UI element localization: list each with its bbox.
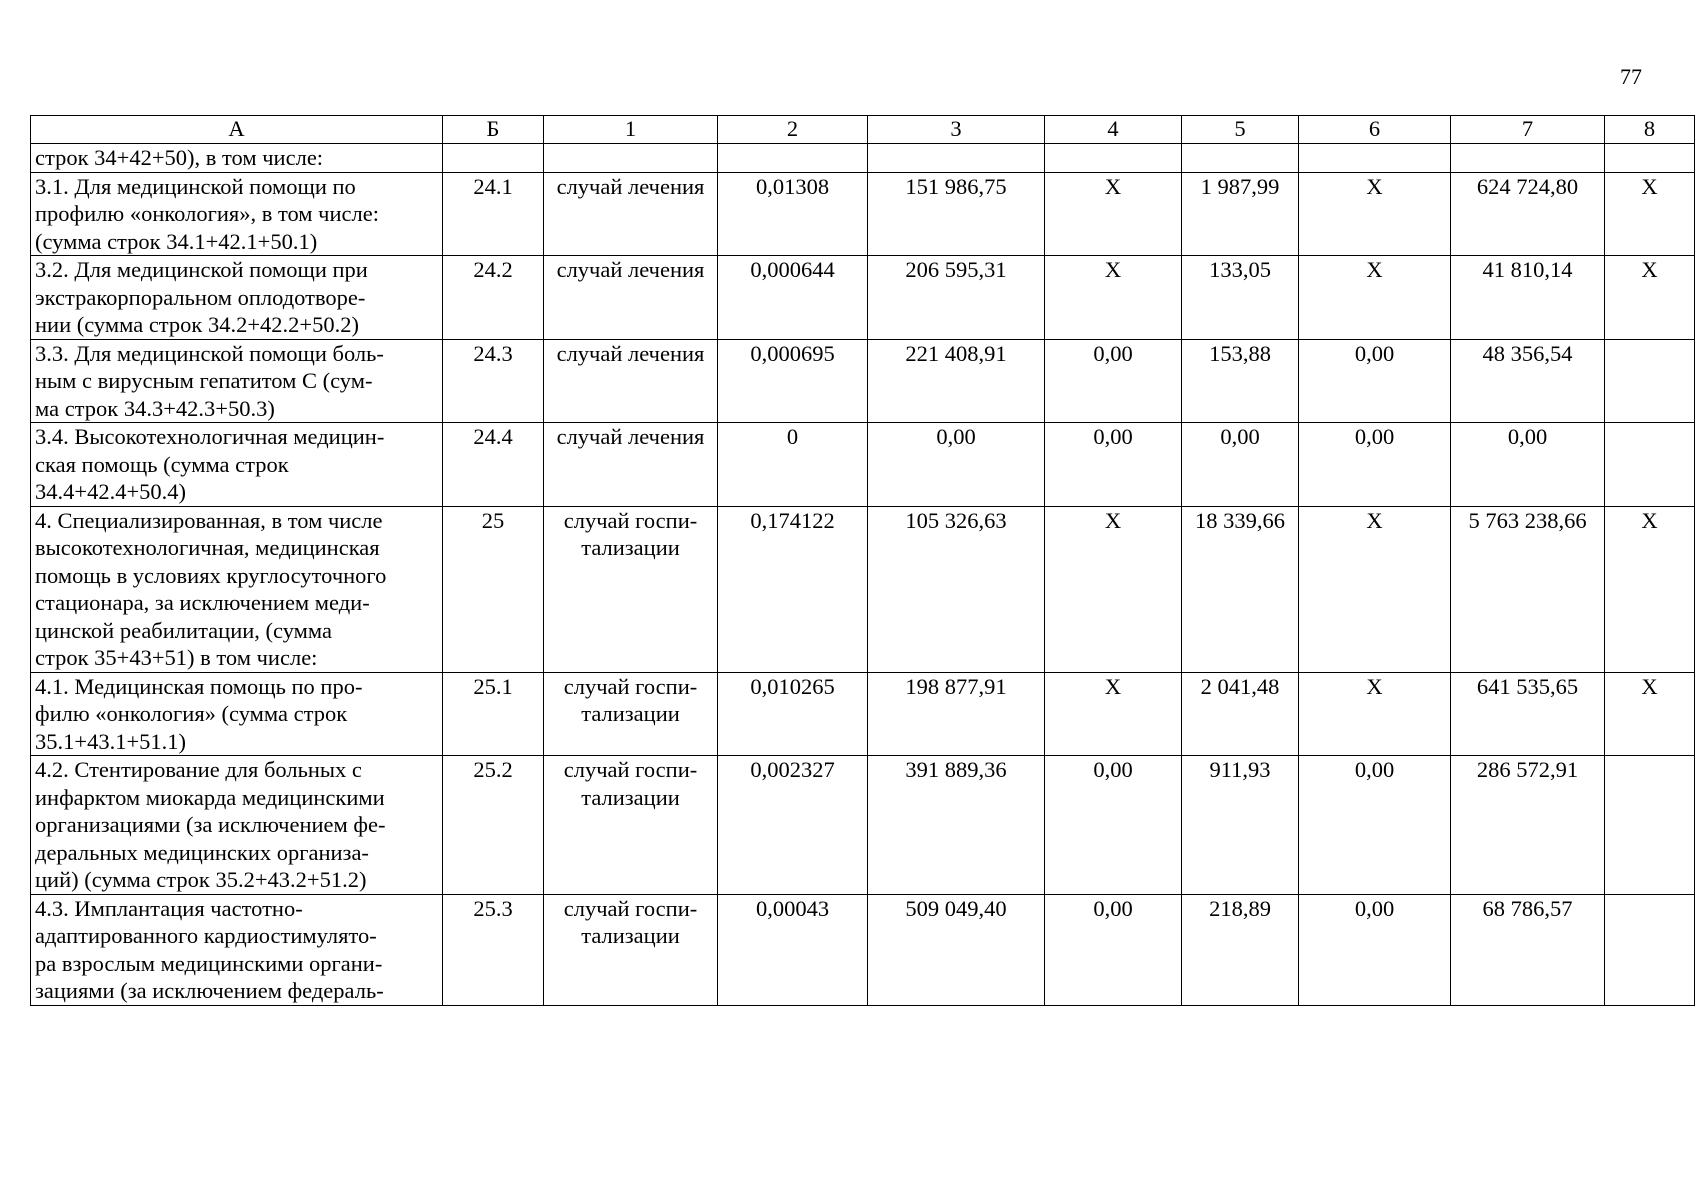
row-col5-cell: 911,93 <box>1182 756 1299 895</box>
row-col6-cell: Х <box>1299 172 1451 256</box>
row-col7-cell <box>1451 144 1605 173</box>
header-cell-3: 3 <box>868 116 1045 144</box>
row-name-cell: 3.1. Для медицинской помощи по профилю «онкология», в том числе: (сумма строк 34.1+42.1+50.1) <box>31 172 443 256</box>
row-unit-cell: случай лечения <box>544 256 718 340</box>
row-col4-cell: Х <box>1045 256 1182 340</box>
row-col4-cell: 0,00 <box>1045 894 1182 1005</box>
row-col8-cell: Х <box>1605 172 1695 256</box>
header-cell-6: 6 <box>1299 116 1451 144</box>
header-cell-b: Б <box>443 116 544 144</box>
row-col7-cell: 624 724,80 <box>1451 172 1605 256</box>
row-code-cell: 25.2 <box>443 756 544 895</box>
row-unit-cell: случай госпи- тализации <box>544 672 718 756</box>
row-col7-cell: 0,00 <box>1451 423 1605 507</box>
row-col7-cell: 48 356,54 <box>1451 339 1605 423</box>
table-row <box>31 672 1695 756</box>
row-col3-cell: 198 877,91 <box>868 672 1045 756</box>
row-col3-cell: 105 326,63 <box>868 506 1045 672</box>
row-unit-cell: случай госпи- тализации <box>544 506 718 672</box>
row-col7-cell: 41 810,14 <box>1451 256 1605 340</box>
row-col3-cell: 151 986,75 <box>868 172 1045 256</box>
table-row <box>31 894 1695 1005</box>
header-cell-4: 4 <box>1045 116 1182 144</box>
row-col8-cell: Х <box>1605 256 1695 340</box>
row-code-cell <box>443 144 544 173</box>
row-col8-cell <box>1605 756 1695 895</box>
row-col6-cell: 0,00 <box>1299 423 1451 507</box>
table-row <box>31 144 1695 173</box>
row-col2-cell: 0,002327 <box>718 756 868 895</box>
row-col7-cell: 68 786,57 <box>1451 894 1605 1005</box>
row-name-cell: 3.2. Для медицинской помощи при экстракорпоральном оплодотворе- нии (сумма строк 34.2+42.2+50.2) <box>31 256 443 340</box>
row-col2-cell: 0,00043 <box>718 894 868 1005</box>
table-row <box>31 506 1695 672</box>
row-name-cell: 4.1. Медицинская помощь по про- филю «онкология» (сумма строк 35.1+43.1+51.1) <box>31 672 443 756</box>
row-col2-cell: 0,01308 <box>718 172 868 256</box>
row-col5-cell: 0,00 <box>1182 423 1299 507</box>
row-name-cell: 4.3. Имплантация частотно- адаптированного кардиостимулято- ра взрослым медицинскими органи- зациями (за исключением федераль- <box>31 894 443 1005</box>
row-col2-cell: 0,174122 <box>718 506 868 672</box>
row-col7-cell: 641 535,65 <box>1451 672 1605 756</box>
row-col3-cell: 221 408,91 <box>868 339 1045 423</box>
row-col8-cell <box>1605 894 1695 1005</box>
row-code-cell: 25.3 <box>443 894 544 1005</box>
header-cell-2: 2 <box>718 116 868 144</box>
row-col6-cell: Х <box>1299 256 1451 340</box>
row-col6-cell <box>1299 144 1451 173</box>
row-col8-cell: Х <box>1605 506 1695 672</box>
row-unit-cell: случай госпи- тализации <box>544 756 718 895</box>
row-col4-cell: Х <box>1045 172 1182 256</box>
row-name-cell: 3.3. Для медицинской помощи боль- ным с вирусным гепатитом С (сум- ма строк 34.3+42.3+50.3) <box>31 339 443 423</box>
row-col4-cell: 0,00 <box>1045 423 1182 507</box>
row-col2-cell: 0,010265 <box>718 672 868 756</box>
header-cell-a: А <box>31 116 443 144</box>
row-col5-cell: 133,05 <box>1182 256 1299 340</box>
row-col6-cell: 0,00 <box>1299 894 1451 1005</box>
row-col6-cell: Х <box>1299 506 1451 672</box>
row-col8-cell <box>1605 423 1695 507</box>
row-col4-cell: 0,00 <box>1045 756 1182 895</box>
row-col5-cell: 18 339,66 <box>1182 506 1299 672</box>
row-unit-cell: случай лечения <box>544 423 718 507</box>
row-col3-cell: 0,00 <box>868 423 1045 507</box>
row-code-cell: 24.3 <box>443 339 544 423</box>
row-col6-cell: 0,00 <box>1299 339 1451 423</box>
row-col7-cell: 5 763 238,66 <box>1451 506 1605 672</box>
table-row <box>31 172 1695 256</box>
row-col8-cell <box>1605 339 1695 423</box>
medical-care-table <box>30 115 1695 1006</box>
header-row <box>31 116 1695 144</box>
row-col3-cell: 206 595,31 <box>868 256 1045 340</box>
row-col4-cell <box>1045 144 1182 173</box>
row-col8-cell <box>1605 144 1695 173</box>
row-col3-cell: 391 889,36 <box>868 756 1045 895</box>
row-code-cell: 24.4 <box>443 423 544 507</box>
table-row <box>31 423 1695 507</box>
row-col5-cell: 1 987,99 <box>1182 172 1299 256</box>
row-col5-cell: 218,89 <box>1182 894 1299 1005</box>
row-code-cell: 24.1 <box>443 172 544 256</box>
row-col3-cell <box>868 144 1045 173</box>
row-name-cell: 4.2. Стентирование для больных с инфарктом миокарда медицинскими организациями (за исключением фе- деральных медицинских организа- ций) (сумма строк 35.2+43.2+51.2) <box>31 756 443 895</box>
row-code-cell: 25 <box>443 506 544 672</box>
header-cell-8: 8 <box>1605 116 1695 144</box>
row-col2-cell <box>718 144 868 173</box>
row-code-cell: 24.2 <box>443 256 544 340</box>
row-col8-cell: Х <box>1605 672 1695 756</box>
row-col5-cell: 153,88 <box>1182 339 1299 423</box>
row-name-cell: строк 34+42+50), в том числе: <box>31 144 443 173</box>
table-row <box>31 756 1695 895</box>
row-unit-cell: случай лечения <box>544 172 718 256</box>
header-cell-7: 7 <box>1451 116 1605 144</box>
row-code-cell: 25.1 <box>443 672 544 756</box>
header-cell-1: 1 <box>544 116 718 144</box>
row-unit-cell: случай госпи- тализации <box>544 894 718 1005</box>
row-name-cell: 4. Специализированная, в том числе высокотехнологичная, медицинская помощь в условиях круглосуточного стационара, за исключением меди- цинской реабилитации, (сумма строк 35+43+51) в том числе: <box>31 506 443 672</box>
row-col5-cell <box>1182 144 1299 173</box>
row-unit-cell <box>544 144 718 173</box>
table-row <box>31 339 1695 423</box>
row-col2-cell: 0 <box>718 423 868 507</box>
header-cell-5: 5 <box>1182 116 1299 144</box>
page-number: 77 <box>1620 64 1642 89</box>
row-col4-cell: 0,00 <box>1045 339 1182 423</box>
row-unit-cell: случай лечения <box>544 339 718 423</box>
row-col2-cell: 0,000644 <box>718 256 868 340</box>
row-col6-cell: Х <box>1299 672 1451 756</box>
row-col2-cell: 0,000695 <box>718 339 868 423</box>
row-name-cell: 3.4. Высокотехнологичная медицин- ская помощь (сумма строк 34.4+42.4+50.4) <box>31 423 443 507</box>
row-col4-cell: Х <box>1045 672 1182 756</box>
row-col4-cell: Х <box>1045 506 1182 672</box>
row-col7-cell: 286 572,91 <box>1451 756 1605 895</box>
row-col3-cell: 509 049,40 <box>868 894 1045 1005</box>
row-col5-cell: 2 041,48 <box>1182 672 1299 756</box>
table-row <box>31 256 1695 340</box>
row-col6-cell: 0,00 <box>1299 756 1451 895</box>
